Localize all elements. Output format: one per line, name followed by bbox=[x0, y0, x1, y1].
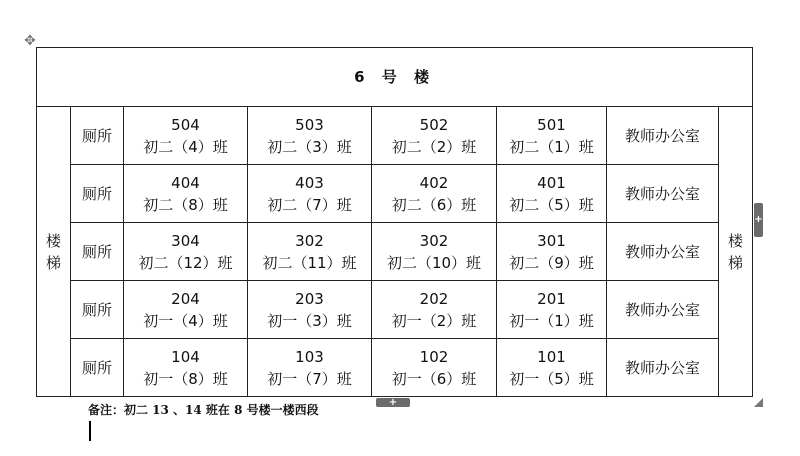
table-resize-corner-icon[interactable] bbox=[754, 398, 763, 407]
stairs-left-cell[interactable] bbox=[37, 107, 71, 397]
room-class: 初二（12）班 bbox=[138, 253, 233, 272]
room-cell[interactable] bbox=[497, 223, 607, 281]
room-cell[interactable] bbox=[497, 339, 607, 397]
room-cell[interactable] bbox=[124, 223, 248, 281]
office-cell[interactable]: 教师办公室 bbox=[607, 107, 719, 165]
room-cell[interactable] bbox=[248, 107, 372, 165]
room-number: 302 bbox=[295, 231, 324, 250]
building-title[interactable]: 6 号 楼 bbox=[37, 48, 753, 107]
room-cell[interactable] bbox=[124, 107, 248, 165]
stairs-right-cell[interactable] bbox=[719, 107, 753, 397]
room-number: 302 bbox=[419, 231, 449, 250]
stairs-left-char-2: 梯 bbox=[45, 253, 61, 272]
room-number: 401 bbox=[537, 173, 566, 192]
office-cell[interactable]: 教师办公室 bbox=[607, 339, 719, 397]
room-number: 103 bbox=[295, 347, 324, 366]
floor-row-2 bbox=[37, 281, 753, 339]
stairs-right-char-1: 楼 bbox=[728, 231, 744, 250]
room-number: 403 bbox=[295, 173, 324, 192]
room-class: 初二（4）班 bbox=[143, 137, 228, 156]
room-number: 502 bbox=[419, 115, 449, 134]
room-class: 初二（5）班 bbox=[509, 195, 594, 214]
toilet-cell[interactable]: 厕所 bbox=[71, 107, 124, 165]
office-cell[interactable]: 教师办公室 bbox=[607, 281, 719, 339]
stairs-left-char-1: 楼 bbox=[45, 231, 61, 250]
room-cell[interactable] bbox=[372, 339, 497, 397]
room-class: 初一（7）班 bbox=[267, 369, 352, 388]
room-number: 402 bbox=[419, 173, 449, 192]
room-number: 203 bbox=[295, 289, 324, 308]
toilet-cell[interactable]: 厕所 bbox=[71, 339, 124, 397]
floor-row-3 bbox=[37, 223, 753, 281]
room-class: 初二（11）班 bbox=[262, 253, 357, 272]
room-cell[interactable] bbox=[372, 281, 497, 339]
room-cell[interactable] bbox=[497, 281, 607, 339]
toilet-cell[interactable]: 厕所 bbox=[71, 165, 124, 223]
room-cell[interactable] bbox=[497, 107, 607, 165]
room-class: 初二（8）班 bbox=[143, 195, 228, 214]
room-cell[interactable] bbox=[372, 107, 497, 165]
room-class: 初二（1）班 bbox=[509, 137, 594, 156]
room-number: 304 bbox=[171, 231, 200, 250]
room-cell[interactable] bbox=[372, 165, 497, 223]
room-cell[interactable] bbox=[124, 281, 248, 339]
office-cell[interactable]: 教师办公室 bbox=[607, 165, 719, 223]
room-class: 初一（5）班 bbox=[509, 369, 594, 388]
text-caret bbox=[89, 421, 91, 441]
room-class: 初一（6）班 bbox=[391, 369, 477, 388]
room-class: 初二（2）班 bbox=[391, 137, 477, 156]
room-number: 201 bbox=[537, 289, 566, 308]
room-class: 初一（3）班 bbox=[267, 311, 352, 330]
room-cell[interactable] bbox=[248, 339, 372, 397]
room-class: 初一（8）班 bbox=[143, 369, 228, 388]
room-cell[interactable] bbox=[497, 165, 607, 223]
room-cell[interactable] bbox=[248, 223, 372, 281]
building-table bbox=[36, 47, 753, 397]
stairs-right-char-2: 梯 bbox=[728, 253, 744, 272]
room-number: 104 bbox=[171, 347, 200, 366]
room-number: 204 bbox=[171, 289, 200, 308]
table-move-handle-icon[interactable]: ✥ bbox=[24, 33, 36, 49]
room-number: 504 bbox=[171, 115, 200, 134]
room-number: 102 bbox=[419, 347, 449, 366]
room-class: 初二（3）班 bbox=[267, 137, 352, 156]
floor-row-4 bbox=[37, 165, 753, 223]
toilet-cell[interactable]: 厕所 bbox=[71, 223, 124, 281]
room-class: 初二（10）班 bbox=[386, 253, 482, 272]
room-number: 202 bbox=[419, 289, 449, 308]
room-cell[interactable] bbox=[124, 165, 248, 223]
room-class: 初一（2）班 bbox=[391, 311, 477, 330]
floor-row-5 bbox=[37, 107, 753, 165]
room-number: 301 bbox=[537, 231, 566, 250]
room-number: 101 bbox=[537, 347, 566, 366]
add-row-handle[interactable]: + bbox=[376, 398, 410, 407]
room-class: 初二（9）班 bbox=[509, 253, 594, 272]
room-number: 404 bbox=[171, 173, 200, 192]
room-cell[interactable] bbox=[248, 165, 372, 223]
footnote[interactable]: 备注：初二 13 、14 班在 8 号楼一楼西段 bbox=[88, 403, 319, 417]
room-cell[interactable] bbox=[124, 339, 248, 397]
room-cell[interactable] bbox=[248, 281, 372, 339]
room-class: 初一（1）班 bbox=[509, 311, 594, 330]
title-row bbox=[37, 48, 753, 107]
room-class: 初二（7）班 bbox=[267, 195, 352, 214]
add-column-handle[interactable]: + bbox=[754, 203, 763, 237]
room-class: 初一（4）班 bbox=[143, 311, 228, 330]
toilet-cell[interactable]: 厕所 bbox=[71, 281, 124, 339]
room-cell[interactable] bbox=[372, 223, 497, 281]
floor-row-1 bbox=[37, 339, 753, 397]
room-class: 初二（6）班 bbox=[391, 195, 477, 214]
office-cell[interactable]: 教师办公室 bbox=[607, 223, 719, 281]
room-number: 501 bbox=[537, 115, 566, 134]
room-number: 503 bbox=[295, 115, 324, 134]
